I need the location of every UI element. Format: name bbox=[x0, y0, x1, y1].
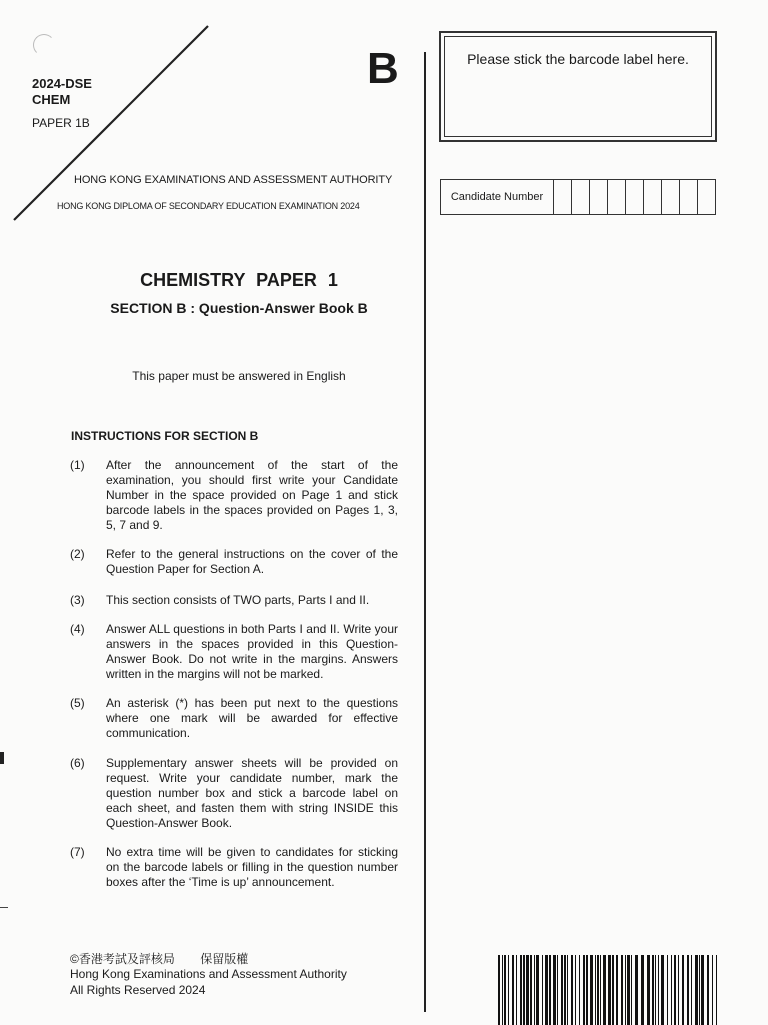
instruction-text: An asterisk (*) has been put next to the questions where one mark will be awarded for effective communication. bbox=[106, 696, 398, 740]
section-letter: B bbox=[367, 44, 399, 93]
instruction-number: (5) bbox=[70, 696, 85, 710]
copyright-chinese bbox=[70, 950, 248, 967]
paper-title: CHEMISTRY PAPER 1 bbox=[140, 270, 338, 290]
candidate-number-box bbox=[440, 179, 716, 215]
instruction-text: Refer to the general instructions on the cover of the Question Paper for Section A. bbox=[106, 547, 398, 576]
instruction-item bbox=[70, 622, 398, 682]
copyright-rights: All Rights Reserved 2024 bbox=[70, 983, 206, 997]
subject-code: CHEM bbox=[32, 92, 71, 107]
candidate-number-cell[interactable] bbox=[698, 180, 715, 214]
instruction-item bbox=[70, 756, 398, 831]
copyright-chinese-reserved: 保留版權 bbox=[200, 952, 249, 966]
candidate-number-cell[interactable] bbox=[644, 180, 662, 214]
instruction-number: (2) bbox=[70, 547, 85, 561]
language-note: This paper must be answered in English bbox=[132, 369, 346, 383]
instruction-number: (7) bbox=[70, 845, 85, 859]
exam-code: 2024-DSE bbox=[32, 76, 92, 91]
candidate-number-cell[interactable] bbox=[590, 180, 608, 214]
margin-mark bbox=[0, 752, 4, 764]
instruction-item bbox=[70, 593, 398, 608]
barcode-label-box bbox=[439, 31, 717, 142]
candidate-number-cell[interactable] bbox=[608, 180, 626, 214]
page-divider bbox=[424, 52, 426, 1012]
barcode-graphic bbox=[498, 955, 720, 1025]
barcode-instruction: Please stick the barcode label here. bbox=[467, 51, 689, 67]
copyright-authority: Hong Kong Examinations and Assessment Authority bbox=[70, 967, 347, 981]
paper-code: PAPER 1B bbox=[32, 116, 90, 130]
instructions-heading: INSTRUCTIONS FOR SECTION B bbox=[71, 429, 259, 443]
authority-heading: HONG KONG EXAMINATIONS AND ASSESSMENT AUTHORITY bbox=[74, 174, 393, 186]
exam-name: HONG KONG DIPLOMA OF SECONDARY EDUCATION EXAMINATION 2024 bbox=[57, 201, 360, 211]
exam-code-block bbox=[32, 76, 92, 108]
instruction-item bbox=[70, 696, 398, 741]
instruction-number: (1) bbox=[70, 458, 85, 472]
instruction-text: Supplementary answer sheets will be provided on request. Write your candidate number, mark the question number box and stick a barcode label on each sheet, and fasten them with string INSIDE this Question-Answer Book. bbox=[106, 756, 398, 830]
instruction-text: After the announcement of the start of the examination, you should first write your Candidate Number in the space provided on Page 1 and stick barcode labels in the spaces provided on Pages 1, 3, 5, 7 and 9. bbox=[106, 458, 398, 532]
instruction-number: (3) bbox=[70, 593, 85, 607]
candidate-number-cell[interactable] bbox=[626, 180, 644, 214]
candidate-number-cell[interactable] bbox=[554, 180, 572, 214]
instruction-text: This section consists of TWO parts, Parts I and II. bbox=[106, 593, 370, 607]
candidate-number-cells bbox=[554, 180, 715, 214]
instruction-item bbox=[70, 547, 398, 577]
instruction-number: (6) bbox=[70, 756, 85, 770]
instruction-item bbox=[70, 458, 398, 533]
candidate-number-cell[interactable] bbox=[680, 180, 698, 214]
candidate-number-label: Candidate Number bbox=[441, 180, 554, 214]
paper-subtitle: SECTION B : Question-Answer Book B bbox=[110, 300, 368, 316]
instruction-number: (4) bbox=[70, 622, 85, 636]
copyright-chinese-authority: ©香港考試及評核局 bbox=[70, 952, 175, 966]
candidate-number-cell[interactable] bbox=[662, 180, 680, 214]
instruction-text: No extra time will be given to candidates for sticking on the barcode labels or filling in the question number boxes after the ‘Time is up’ announcement. bbox=[106, 845, 398, 889]
margin-tick bbox=[0, 907, 8, 908]
candidate-number-cell[interactable] bbox=[572, 180, 590, 214]
instruction-item bbox=[70, 845, 398, 890]
instruction-text: Answer ALL questions in both Parts I and II. Write your answers in the spaces provided in this Question-Answer Book. Do not write in the margins. Answers written in the margins will not be marked. bbox=[106, 622, 398, 681]
